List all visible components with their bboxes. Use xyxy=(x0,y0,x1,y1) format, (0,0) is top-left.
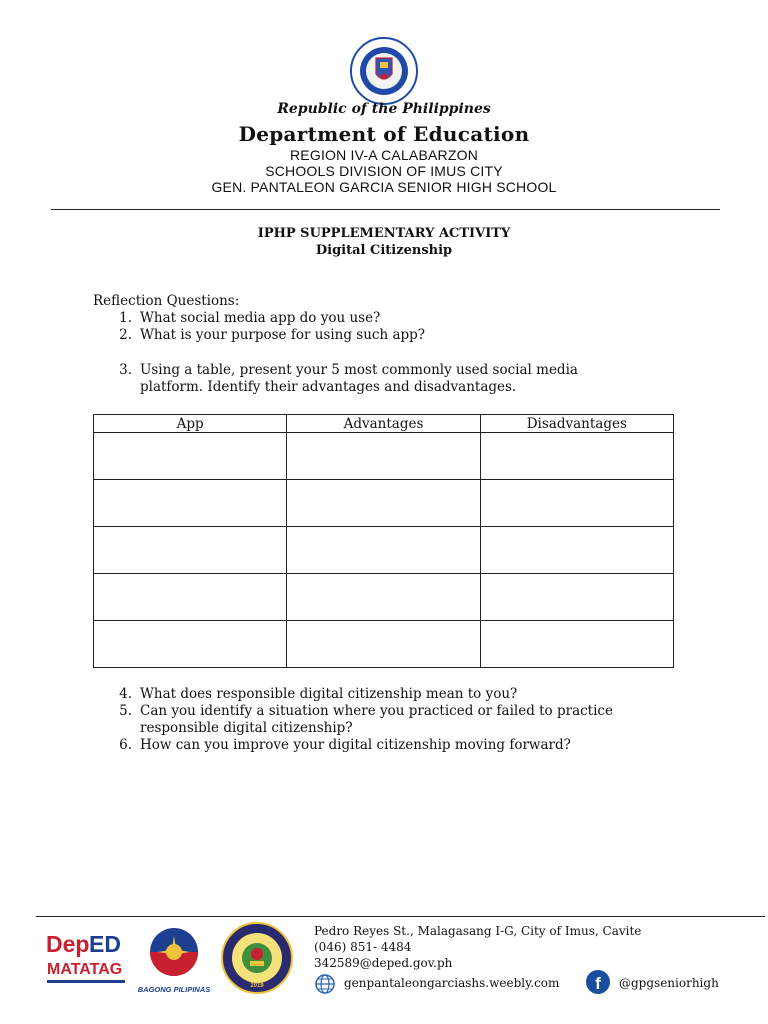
table-cell[interactable] xyxy=(94,527,287,574)
question-text: responsible digital citizenship? xyxy=(140,720,353,736)
question-3 xyxy=(0,362,768,396)
question-text: Using a table, present your 5 most commonly used social media xyxy=(140,362,578,378)
table-row xyxy=(94,480,674,527)
bagong-pilipinas-logo xyxy=(134,924,214,994)
question-text: What social media app do you use? xyxy=(140,310,381,326)
reflection-label: Reflection Questions: xyxy=(93,293,240,309)
table-row xyxy=(94,621,674,668)
question-text: Can you identify a situation where you practiced or failed to practice xyxy=(140,703,613,719)
table-cell[interactable] xyxy=(287,574,480,621)
footer-divider xyxy=(36,916,765,917)
social-media-table xyxy=(93,414,674,668)
table-cell[interactable] xyxy=(480,621,673,668)
question-number: 4. xyxy=(119,686,132,702)
svg-text:f: f xyxy=(595,974,601,993)
question-2 xyxy=(0,327,768,344)
table-cell[interactable] xyxy=(287,621,480,668)
question-5 xyxy=(0,703,768,737)
table-cell[interactable] xyxy=(480,480,673,527)
question-number: 6. xyxy=(119,737,132,753)
header-divider xyxy=(51,209,720,210)
question-number: 2. xyxy=(119,327,132,343)
svg-text:ED: ED xyxy=(89,931,121,957)
bagong-pilipinas-text: BAGONG PILIPINAS xyxy=(137,985,211,994)
question-number: 3. xyxy=(119,362,132,378)
question-text: What is your purpose for using such app? xyxy=(140,327,426,343)
activity-title: IPHP SUPPLEMENTARY ACTIVITY xyxy=(257,226,511,241)
footer-address: Pedro Reyes St., Malagasang I-G, City of Imus, Cavite xyxy=(314,924,642,938)
footer-phone: (046) 851- 4484 xyxy=(314,940,412,954)
deped-matatag-logo xyxy=(44,928,132,990)
svg-text:MATATAG: MATATAG xyxy=(47,961,123,978)
question-text: How can you improve your digital citizenship moving forward? xyxy=(140,737,571,753)
school-seal-year: 2019 xyxy=(250,983,264,989)
table-cell[interactable] xyxy=(94,433,287,480)
table-cell[interactable] xyxy=(94,621,287,668)
school-line: GEN. PANTALEON GARCIA SENIOR HIGH SCHOOL xyxy=(211,179,557,195)
table-header-app: App xyxy=(94,415,287,433)
department-title: Department of Education xyxy=(238,122,530,146)
table-cell[interactable] xyxy=(287,433,480,480)
region-line: REGION IV-A CALABARZON xyxy=(290,147,478,163)
question-4 xyxy=(0,686,768,703)
table-header-advantages: Advantages xyxy=(287,415,480,433)
table-row xyxy=(94,527,674,574)
question-number: 1. xyxy=(119,310,132,326)
table-header-disadvantages: Disadvantages xyxy=(480,415,673,433)
table-cell[interactable] xyxy=(287,527,480,574)
table-row xyxy=(94,433,674,480)
question-1 xyxy=(0,310,768,327)
question-text: What does responsible digital citizenship mean to you? xyxy=(140,686,518,702)
question-text: platform. Identify their advantages and disadvantages. xyxy=(140,379,517,395)
table-cell[interactable] xyxy=(287,480,480,527)
globe-icon xyxy=(314,973,336,995)
table-cell[interactable] xyxy=(480,433,673,480)
footer-website[interactable]: genpantaleongarciashs.weebly.com xyxy=(344,976,560,990)
table-cell[interactable] xyxy=(94,574,287,621)
table-row xyxy=(94,574,674,621)
table-cell[interactable] xyxy=(480,574,673,621)
facebook-icon[interactable] xyxy=(585,969,611,995)
activity-subtitle: Digital Citizenship xyxy=(315,243,453,258)
deped-seal xyxy=(349,36,419,106)
question-6 xyxy=(0,737,768,754)
question-number: 5. xyxy=(119,703,132,719)
table-cell[interactable] xyxy=(94,480,287,527)
division-line: SCHOOLS DIVISION OF IMUS CITY xyxy=(265,163,503,179)
footer-email[interactable]: 342589@deped.gov.ph xyxy=(314,956,453,970)
footer-facebook-handle[interactable]: @gpgseniorhigh xyxy=(619,976,719,990)
svg-text:Dep: Dep xyxy=(46,931,90,957)
table-cell[interactable] xyxy=(480,527,673,574)
republic-line: Republic of the Philippines xyxy=(277,101,491,117)
